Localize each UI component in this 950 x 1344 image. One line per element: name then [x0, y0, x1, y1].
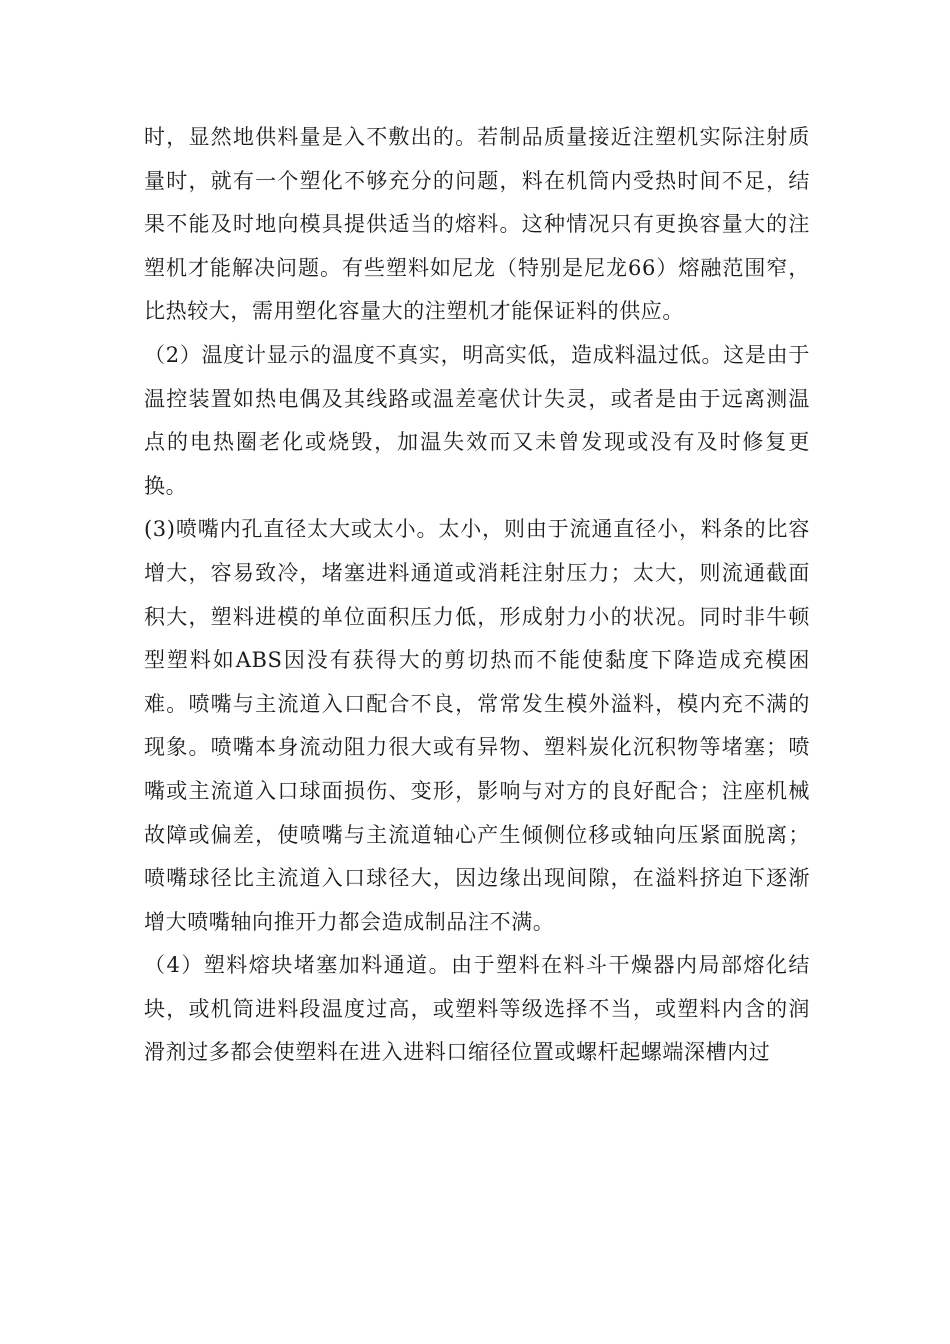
document-body: [144, 116, 810, 1075]
paragraph-item-4: （4）塑料熔块堵塞加料通道。由于塑料在料斗干燥器内局部熔化结块，或机筒进料段温度过高，或塑料等级选择不当，或塑料内含的润滑剂过多都会使塑料在进入进料口缩径位置或螺杆起螺端深槽内过: [144, 953, 810, 1065]
paragraph-item-2: （2）温度计显示的温度不真实，明高实低，造成料温过低。这是由于温控装置如热电偶及其线路或温差毫伏计失灵，或者是由于远离测温点的电热圈老化或烧毁，加温失效而又未曾发现或没有及时修复更换。: [144, 342, 810, 498]
paragraph-item-3: (3)喷嘴内孔直径太大或太小。太小，则由于流通直径小，料条的比容增大，容易致冷，堵塞进料通道或消耗注射压力；太大，则流通截面积大，塑料进模的单位面积压力低，形成射力小的状况。同时非牛顿型塑料如ABS因没有获得大的剪切热而不能使黏度下降造成充模困难。喷嘴与主流道入口配合不良，常常发生模外溢料，模内充不满的现象。喷嘴本身流动阻力很大或有异物、塑料炭化沉积物等堵塞；喷嘴或主流道入口球面损伤、变形，影响与对方的良好配合；注座机械故障或偏差，使喷嘴与主流道轴心产生倾侧位移或轴向压紧面脱离；喷嘴球径比主流道入口球径大，因边缘出现间隙，在溢料挤迫下逐渐增大喷嘴轴向推开力都会造成制品注不满。: [144, 517, 810, 934]
paragraph-continuation: 时，显然地供料量是入不敷出的。若制品质量接近注塑机实际注射质量时，就有一个塑化不够充分的问题，料在机筒内受热时间不足，结果不能及时地向模具提供适当的熔料。这种情况只有更换容量大的注塑机才能解决问题。有些塑料如尼龙（特别是尼龙66）熔融范围窄，比热较大，需用塑化容量大的注塑机才能保证料的供应。: [144, 125, 810, 324]
